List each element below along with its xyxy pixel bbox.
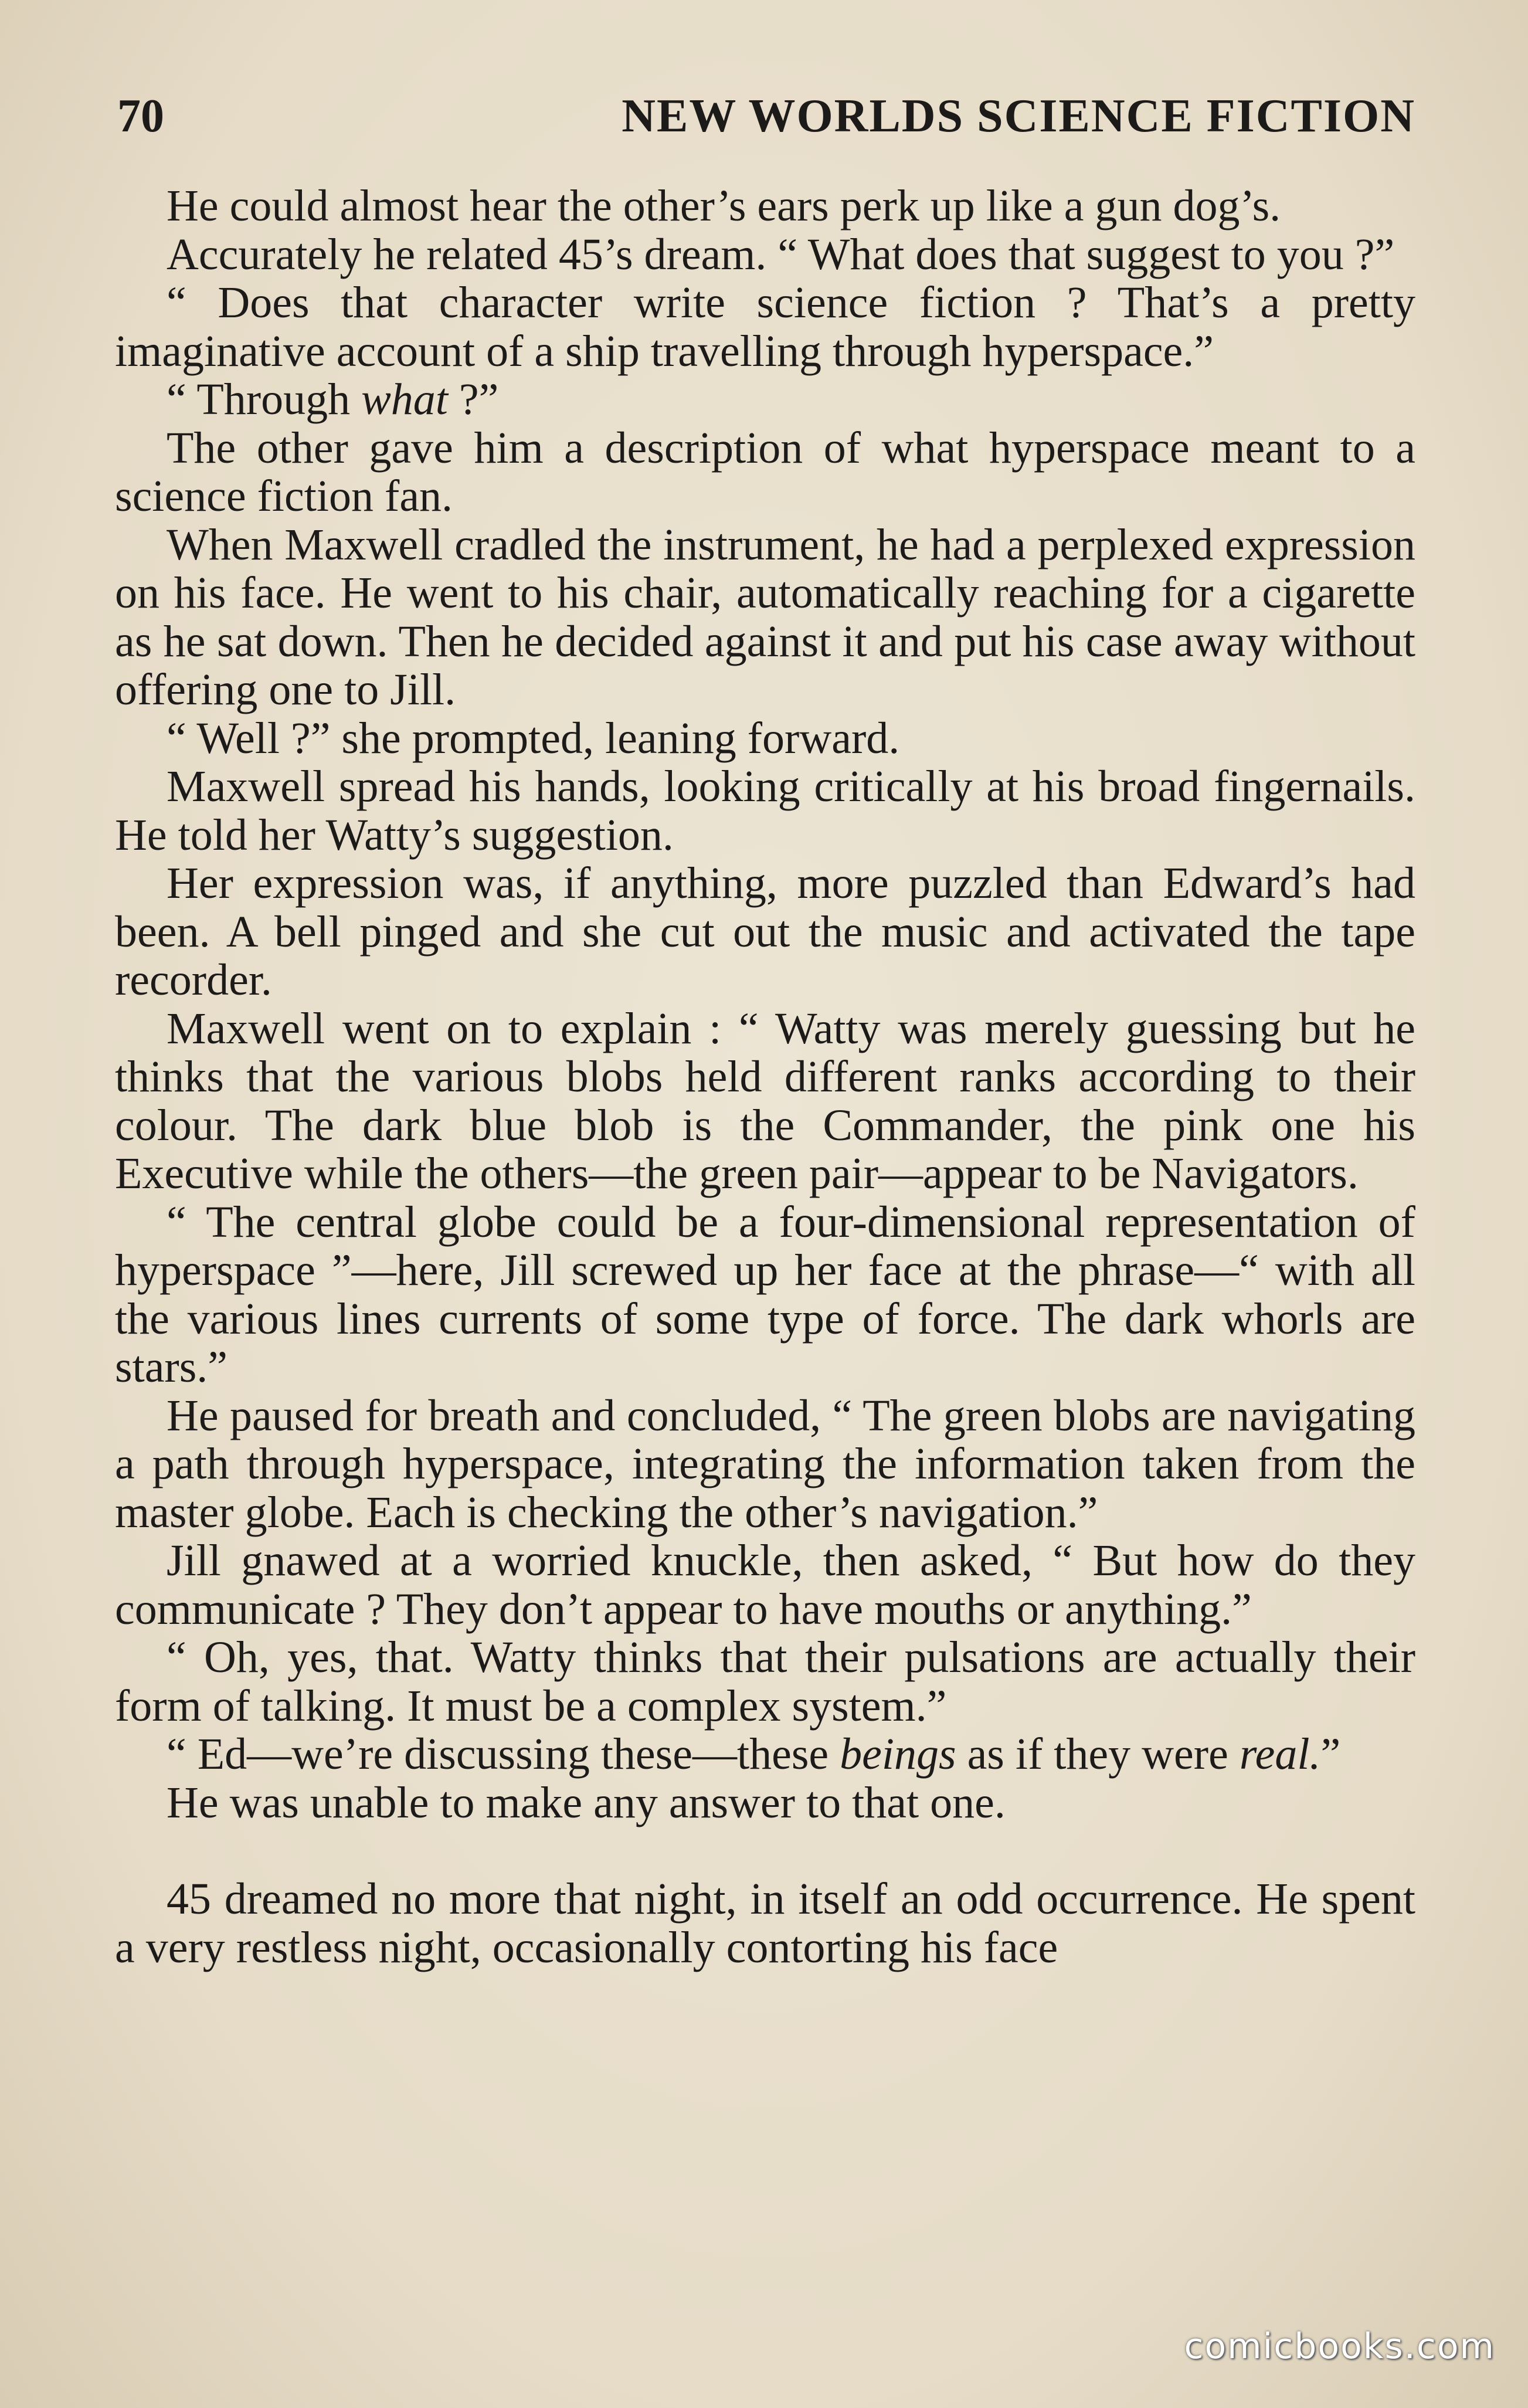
- page-number: 70: [117, 90, 164, 142]
- text-run: “ Does that character write science fiction ? That’s a pretty imaginative account of a ship travelling through hyperspace.”: [115, 278, 1415, 376]
- italic-text: real.: [1239, 1729, 1321, 1779]
- paragraph: [115, 762, 1415, 859]
- paragraph: [115, 1730, 1415, 1779]
- text-run: He was unable to make any answer to that one.: [167, 1778, 1006, 1827]
- page-header: [117, 87, 1415, 145]
- text-run: “ Well ?” she prompted, leaning forward.: [167, 713, 900, 763]
- text-run: “ The central globe could be a four-dimensional representation of hyperspace ”—here, Jill screwed up her face at the phrase—“ with all the various lines currents of some type of force. The dark whorls are stars.”: [115, 1197, 1415, 1392]
- paragraph: [115, 182, 1415, 230]
- text-run: “ Oh, yes, that. Watty thinks that their pulsations are actually their form of talking. It must be a complex system.”: [115, 1633, 1415, 1731]
- text-run: “ Ed—we’re discussing these—these: [167, 1729, 840, 1779]
- paragraph: [115, 230, 1415, 279]
- text-run: Maxwell spread his hands, looking critically at his broad fingernails. He told her Watty’s suggestion.: [115, 762, 1415, 860]
- italic-text: what: [361, 375, 448, 424]
- italic-text: beings: [840, 1729, 956, 1779]
- text-run: He paused for breath and concluded, “ The green blobs are navigating a path through hyperspace, integrating the information taken from the master globe. Each is checking the other’s navigation.”: [115, 1390, 1415, 1537]
- paragraph: [115, 1198, 1415, 1392]
- watermark-text: comicbooks.com: [1184, 2326, 1495, 2367]
- text-run: Jill gnawed at a worried knuckle, then asked, “ But how do they communicate ? They don’t appear to have mouths or anything.”: [115, 1536, 1415, 1634]
- text-run: 45 dreamed no more that night, in itself an odd occurrence. He spent a very restless night, occasionally contorting his face: [115, 1874, 1415, 1972]
- paragraph: [115, 714, 1415, 763]
- text-run: as if they were: [956, 1729, 1240, 1779]
- story-text: [115, 182, 1415, 1972]
- paragraph: [115, 521, 1415, 714]
- text-run: Maxwell went on to explain : “ Watty was merely guessing but he thinks that the various blobs held different ranks according to their colour. The dark blue blob is the Commander, the pink one his Executive while the others—the green pair—appear to be Navigators.: [115, 1003, 1415, 1198]
- paragraph: [115, 1633, 1415, 1730]
- text-run: He could almost hear the other’s ears perk up like a gun dog’s.: [167, 181, 1281, 230]
- paragraph: [115, 279, 1415, 375]
- text-run: The other gave him a description of what hyperspace meant to a science fiction fan.: [115, 423, 1415, 521]
- paragraph: [115, 1875, 1415, 1972]
- paragraph: [115, 1537, 1415, 1633]
- text-run: “ Through: [167, 375, 362, 424]
- paragraph: [115, 859, 1415, 1005]
- text-run: Her expression was, if anything, more puzzled than Edward’s had been. A bell pinged and she cut out the music and activated the tape recorder.: [115, 859, 1415, 1005]
- paragraph: [115, 424, 1415, 521]
- text-run: Accurately he related 45’s dream. “ What does that suggest to you ?”: [167, 229, 1395, 279]
- paragraph: [115, 1005, 1415, 1198]
- text-run: ”: [1320, 1729, 1341, 1779]
- paragraph: [115, 1392, 1415, 1537]
- running-title: NEW WORLDS SCIENCE FICTION: [622, 90, 1415, 142]
- paragraph: [115, 1779, 1415, 1827]
- text-run: ?”: [447, 375, 499, 424]
- paragraph: [115, 375, 1415, 424]
- text-run: When Maxwell cradled the instrument, he had a perplexed expression on his face. He went to his chair, automatically reaching for a cigarette as he sat down. Then he decided against it and put his case away without offering one to Jill.: [115, 520, 1415, 714]
